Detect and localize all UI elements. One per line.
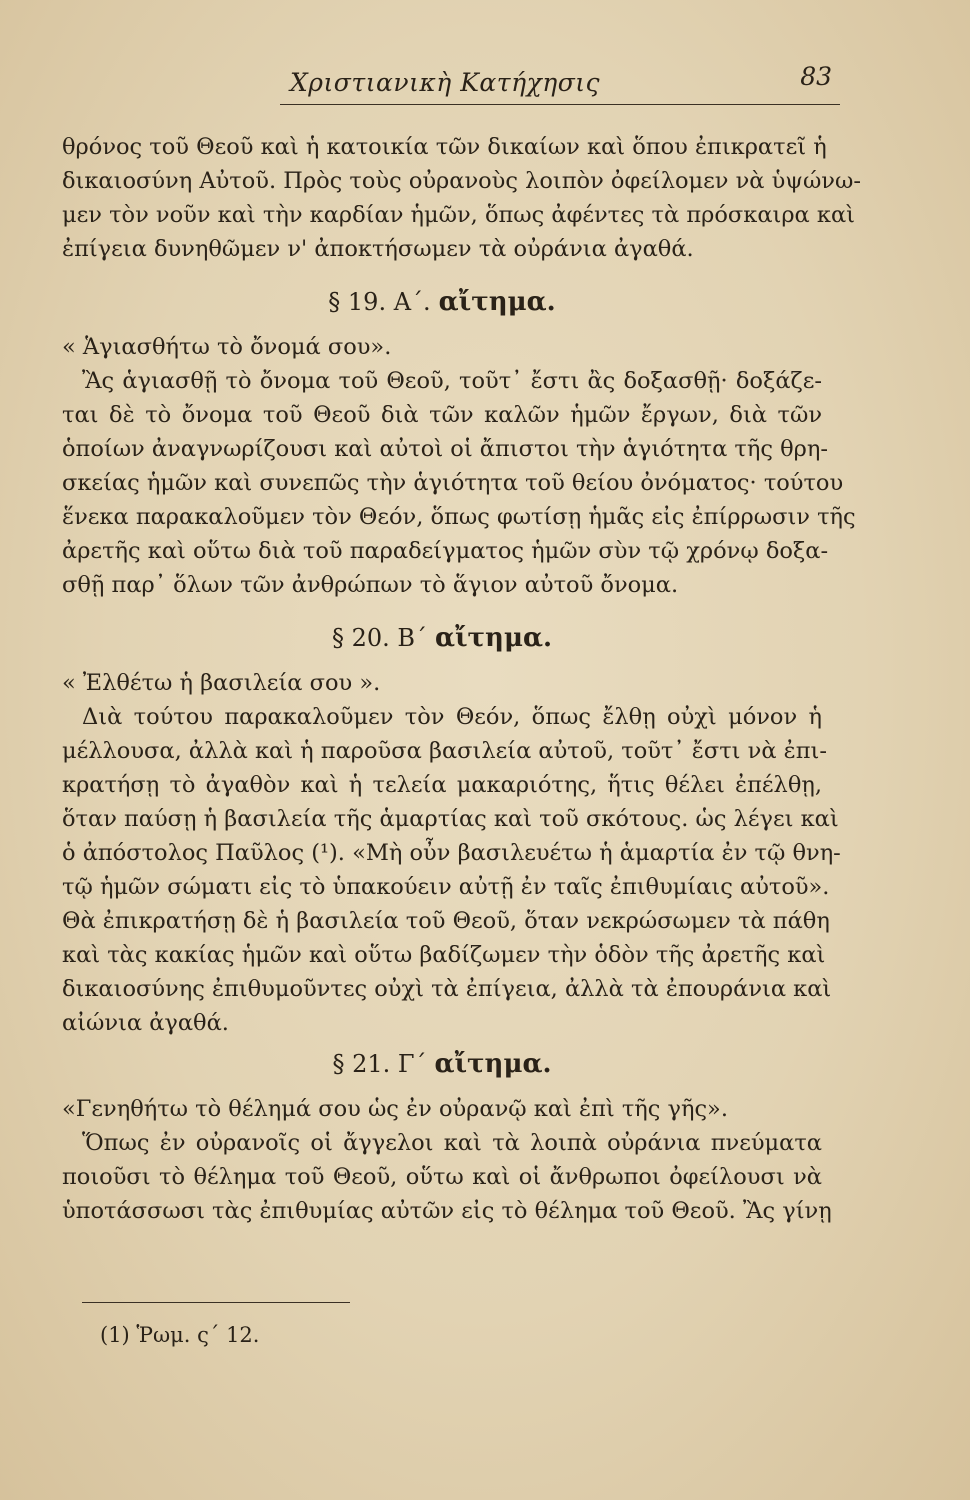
text-line: σκείας ἡμῶν καὶ συνεπῶς τὴν ἁγιότητα τοῦ θείου ὀνόματος· τούτου (62, 470, 844, 496)
section-number: § 21. Γ΄ (332, 1050, 427, 1078)
section-paragraph (62, 364, 856, 602)
section-number: § 20. Β΄ (331, 624, 428, 652)
text-line: μέλλουσα, ἀλλὰ καὶ ἡ παροῦσα βασιλεία αὐτοῦ, τοῦτ᾽ ἔστι νὰ ἐπι- (62, 738, 827, 764)
text-line: ται δὲ τὸ ὄνομα τοῦ Θεοῦ διὰ τῶν καλῶν ἡμῶν ἔργων, διὰ τῶν (62, 402, 822, 428)
text-line: ὁ ἀπόστολος Παῦλος (¹). «Μὴ οὖν βασιλευέτω ἡ ἁμαρτία ἐν τῷ θνη- (62, 840, 841, 866)
text-line: ὅταν παύσῃ ἡ βασιλεία τῆς ἁμαρτίας καὶ τοῦ σκότους. ὡς λέγει καὶ (62, 806, 839, 832)
section-quote: «Γενηθήτω τὸ θέλημά σου ὡς ἐν οὐρανῷ καὶ ἐπὶ τῆς γῆς». (62, 1096, 728, 1122)
text-line: κρατήσῃ τὸ ἀγαθὸν καὶ ἡ τελεία μακαριότης, ἥτις θέλει ἐπέλθῃ, (62, 772, 822, 798)
section-heading-21 (62, 1044, 822, 1092)
text-line: Ὅπως ἐν οὐρανοῖς οἱ ἄγγελοι καὶ τὰ λοιπὰ οὐράνια πνεύματα (82, 1130, 822, 1156)
section-title: αἴτημα. (434, 623, 553, 653)
section-quote: « Ἐλθέτω ἡ βασιλεία σου ». (62, 670, 381, 696)
text-line: ἕνεκα παρακαλοῦμεν τὸν Θεόν, ὅπως φωτίσῃ ἡμᾶς εἰς ἐπίρρωσιν τῆς (62, 504, 856, 530)
section-title: αἴτημα. (434, 1049, 552, 1079)
text-line: ποιοῦσι τὸ θέλημα τοῦ Θεοῦ, οὕτω καὶ οἱ ἄνθρωποι ὀφείλουσι νὰ (62, 1164, 822, 1190)
footnote-rule (82, 1302, 350, 1303)
text-line: ἐπίγεια δυνηθῶμεν ν' ἀποκτήσωμεν τὰ οὐράνια ἀγαθά. (62, 236, 694, 262)
section-quote: « Ἁγιασθήτω τὸ ὄνομά σου». (62, 334, 392, 360)
text-line: θρόνος τοῦ Θεοῦ καὶ ἡ κατοικία τῶν δικαίων καὶ ὅπου ἐπικρατεῖ ἡ (62, 134, 827, 160)
footnote: (1) Ῥωμ. ς΄ 12. (100, 1323, 260, 1347)
text-line: τῷ ἡμῶν σώματι εἰς τὸ ὑπακούειν αὐτῇ ἐν ταῖς ἐπιθυμίαις αὐτοῦ». (62, 874, 830, 900)
text-line: Θὰ ἐπικρατήσῃ δὲ ἡ βασιλεία τοῦ Θεοῦ, ὅταν νεκρώσωμεν τὰ πάθη (62, 908, 830, 934)
text-line: καὶ τὰς κακίας ἡμῶν καὶ οὕτω βαδίζωμεν τὴν ὁδὸν τῆς ἀρετῆς καὶ (62, 942, 826, 968)
header-rule (280, 104, 840, 105)
text-line: ὑποτάσσωσι τὰς ἐπιθυμίας αὐτῶν εἰς τὸ θέλημα τοῦ Θεοῦ. Ἂς γίνῃ (62, 1198, 832, 1224)
intro-paragraph (62, 130, 861, 266)
text-line: δικαιοσύνη Αὐτοῦ. Πρὸς τοὺς οὐρανοὺς λοιπὸν ὀφείλομεν νὰ ὑψώνω- (62, 168, 861, 194)
running-title: Χριστιανικὴ Κατήχησις (290, 68, 601, 97)
text-line: ἀρετῆς καὶ οὕτω διὰ τοῦ παραδείγματος ἡμῶν σὺν τῷ χρόνῳ δοξα- (62, 538, 829, 564)
section-number: § 19. Α΄. (328, 288, 431, 316)
page-number: 83 (800, 62, 832, 91)
section-title: αἴτημα. (438, 287, 556, 317)
text-line: αἰώνια ἀγαθά. (62, 1010, 229, 1036)
text-line: Διὰ τούτου παρακαλοῦμεν τὸν Θεόν, ὅπως ἔλθῃ οὐχὶ μόνον ἡ (82, 704, 822, 730)
text-line: μεν τὸν νοῦν καὶ τὴν καρδίαν ἡμῶν, ὅπως ἀφέντες τὰ πρόσκαιρα καὶ (62, 202, 855, 228)
section-heading-19 (62, 282, 822, 330)
section-heading-20 (62, 618, 822, 666)
page-header (60, 62, 830, 102)
text-line: σθῇ παρ᾽ ὅλων τῶν ἀνθρώπων τὸ ἅγιον αὐτοῦ ὄνομα. (62, 572, 679, 598)
section-paragraph (62, 700, 841, 1040)
page-body (62, 130, 861, 1228)
text-line: δικαιοσύνης ἐπιθυμοῦντες οὐχὶ τὰ ἐπίγεια, ἀλλὰ τὰ ἐπουράνια καὶ (62, 976, 832, 1002)
section-paragraph (62, 1126, 832, 1228)
text-line: ὁποίων ἀναγνωρίζουσι καὶ αὐτοὶ οἱ ἄπιστοι τὴν ἁγιότητα τῆς θρη- (62, 436, 828, 462)
text-line: Ἂς ἁγιασθῇ τὸ ὄνομα τοῦ Θεοῦ, τοῦτ᾽ ἔστι ἂς δοξασθῇ· δοξάζε- (82, 368, 822, 394)
